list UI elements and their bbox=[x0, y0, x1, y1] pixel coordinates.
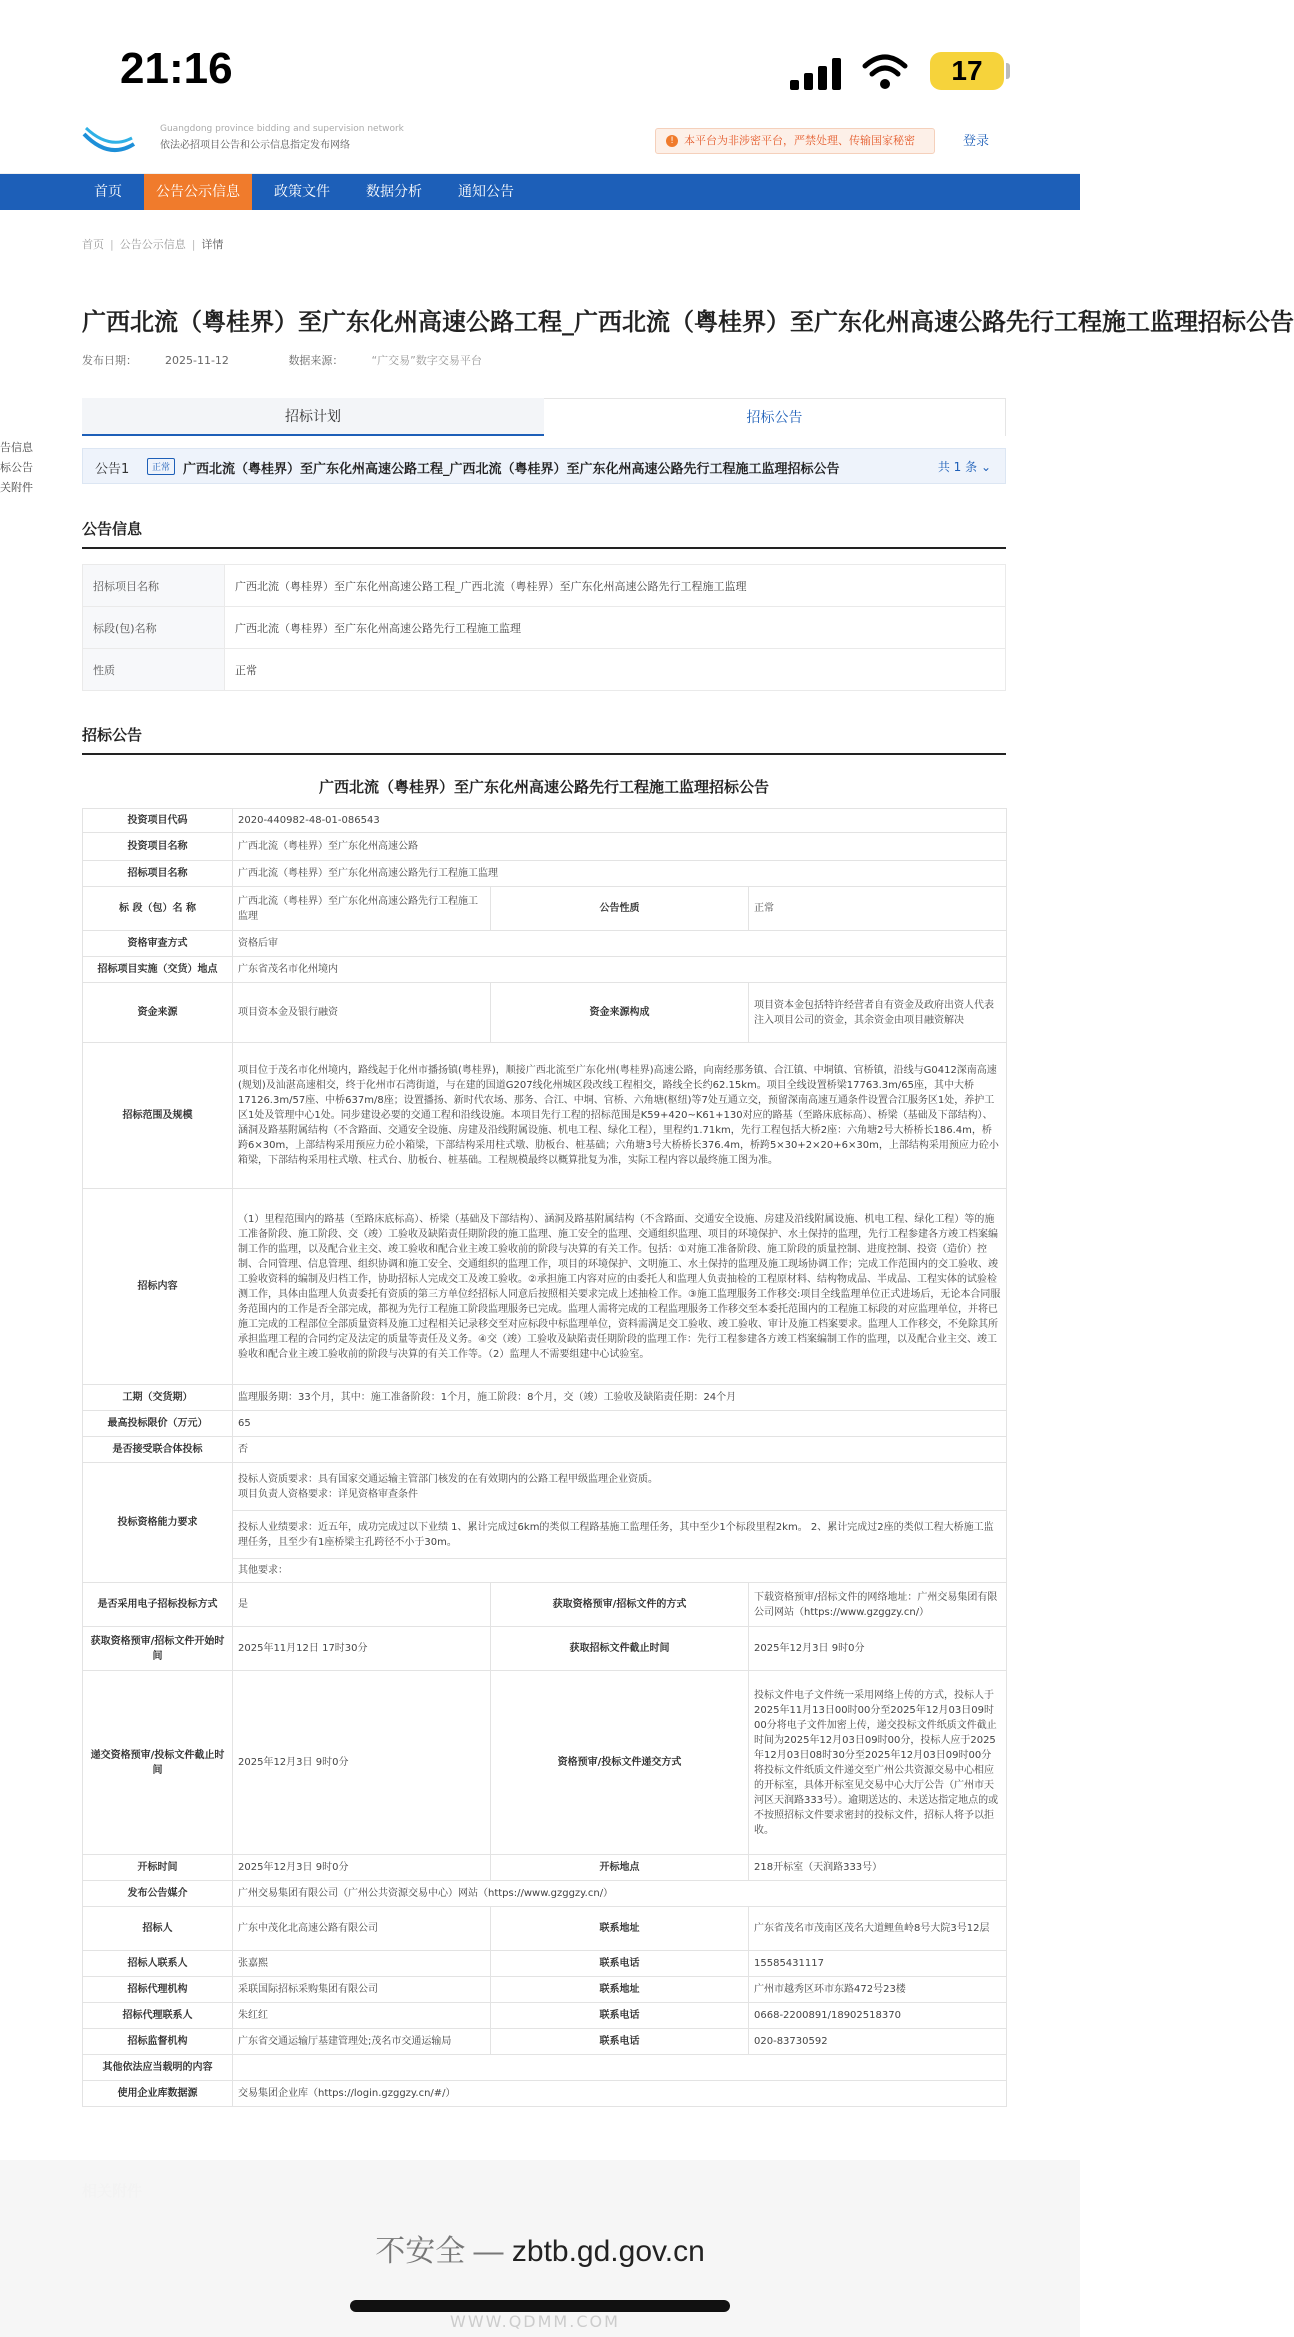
table-value-cell: 否 bbox=[233, 1437, 1007, 1463]
breadcrumb-notices[interactable]: 公告公示信息 bbox=[119, 238, 186, 251]
table-key-cell: 递交资格预审/投标文件截止时间 bbox=[83, 1671, 233, 1855]
table-value-cell: 广东中茂化北高速公路有限公司 bbox=[233, 1907, 491, 1951]
table-row bbox=[83, 1855, 1007, 1881]
table-value-cell: 广东省茂名市茂南区茂名大道鲤鱼岭8号大院3号12层 bbox=[749, 1907, 1007, 1951]
table-value-cell: 广州交易集团有限公司（广州公共资源交易中心）网站（https://www.gzggzy.cn/） bbox=[233, 1881, 1007, 1907]
table-value-cell: 2025年12月3日 9时0分 bbox=[233, 1671, 491, 1855]
status-badge: 正常 bbox=[147, 458, 175, 475]
table-key-cell: 招标代理机构 bbox=[83, 1977, 233, 2003]
table-key-cell: 招标监督机构 bbox=[83, 2029, 233, 2055]
breadcrumb: 首页 | 公告公示信息 | 详情 bbox=[82, 238, 224, 251]
table-key-cell: 投标资格能力要求 bbox=[83, 1463, 233, 1583]
warning-icon: ! bbox=[666, 135, 678, 147]
nav-item-announcements[interactable]: 通知公告 bbox=[458, 184, 514, 200]
table-row bbox=[83, 565, 1006, 607]
table-row bbox=[83, 1583, 1007, 1627]
table-key-cell: 招标人联系人 bbox=[83, 1951, 233, 1977]
logo-title: 依法必招项目公告和公示信息指定发布网络 bbox=[160, 140, 350, 151]
table-value-cell: 0668-2200891/18902518370 bbox=[749, 2003, 1007, 2029]
table-value-cell: 监理服务期：33个月，其中：施工准备阶段：1个月，施工阶段：8个月，交（竣）工验收及缺陷责任期：24个月 bbox=[233, 1385, 1007, 1411]
tab-bid-plan[interactable]: 招标计划 bbox=[285, 409, 341, 425]
source-value: “广交易”数字交易平台 bbox=[371, 354, 482, 367]
table-value-cell: 218开标室（天润路333号） bbox=[749, 1855, 1007, 1881]
table-key-cell: 标段(包)名称 bbox=[83, 607, 225, 649]
chevron-down-icon: ⌄ bbox=[980, 460, 991, 474]
table-value-cell: 投标人资质要求：具有国家交通运输主管部门核发的在有效期内的公路工程甲级监理企业资质。 项目负责人资格要求：详见资格审查条件 bbox=[233, 1463, 1007, 1511]
table-key-cell: 资金来源构成 bbox=[491, 983, 749, 1043]
nav-item-analysis[interactable]: 数据分析 bbox=[366, 184, 422, 200]
signal-icon bbox=[790, 58, 844, 90]
table-key-cell: 获取招标文件截止时间 bbox=[491, 1627, 749, 1671]
table-value-cell: 是 bbox=[233, 1583, 491, 1627]
table-key-cell: 性质 bbox=[83, 649, 225, 691]
table-key-cell: 资格审查方式 bbox=[83, 931, 233, 957]
table-value-cell: 采联国际招标采购集团有限公司 bbox=[233, 1977, 491, 2003]
table-value-cell: 广西北流（粤桂界）至广东化州高速公路先行工程施工监理 bbox=[233, 887, 491, 931]
table-value-cell: 65 bbox=[233, 1411, 1007, 1437]
table-key-cell: 获取资格预审/招标文件的方式 bbox=[491, 1583, 749, 1627]
table-key-cell: 工期（交货期） bbox=[83, 1385, 233, 1411]
table-key-cell: 投资项目名称 bbox=[83, 833, 233, 861]
table-value-cell: 广西北流（粤桂界）至广东化州高速公路先行工程施工监理 bbox=[225, 607, 1006, 649]
doc-title: 广西北流（粤桂界）至广东化州高速公路先行工程施工监理招标公告 bbox=[318, 778, 769, 796]
table-value-cell: 正常 bbox=[225, 649, 1006, 691]
enterprise-db-link[interactable]: 交易集团企业库（https://login.gzggzy.cn/#/） bbox=[233, 2081, 1007, 2107]
table-key-cell: 其他依法应当载明的内容 bbox=[83, 2055, 233, 2081]
table-key-cell: 使用企业库数据源 bbox=[83, 2081, 233, 2107]
security-notice-text: 本平台为非涉密平台，严禁处理、传输国家秘密 bbox=[684, 134, 915, 147]
table-value-cell: 广西北流（粤桂界）至广东化州高速公路工程_广西北流（粤桂界）至广东化州高速公路先行工程施工监理 bbox=[225, 565, 1006, 607]
publish-date: 2025-11-12 bbox=[165, 354, 229, 367]
table-value-cell: 项目资本金及银行融资 bbox=[233, 983, 491, 1043]
table-value-cell: 投标文件电子文件统一采用网络上传的方式，投标人于2025年11月13日00时00分至2025年12月03日09时00分将电子文件加密上传，递交投标文件纸质文件截止时间为2025年12月03日09时00分，投标人应于2025年12月03日08时30分至2025年12月03日09时00分将投标文件纸质文件递交至广州公共资源交易中心相应的开标室，具体开标室见交易中心大厅公告（广州市天河区天润路333号）。逾期送达的、未送达指定地点的或不按照招标文件要求密封的投标文件，招标人将予以拒收。 bbox=[749, 1671, 1007, 1855]
table-value-cell: 2025年11月12日 17时30分 bbox=[233, 1627, 491, 1671]
bid-notice-table bbox=[82, 808, 1007, 2107]
logo-subtitle: Guangdong province bidding and supervision network bbox=[160, 124, 404, 134]
table-value-cell: 下载资格预审/招标文件的网络地址：广州交易集团有限公司网站（https://www.gzggzy.cn/） bbox=[749, 1583, 1007, 1627]
table-row bbox=[83, 607, 1006, 649]
table-key-cell: 联系电话 bbox=[491, 2029, 749, 2055]
table-value-cell: 广东省茂名市化州境内 bbox=[233, 957, 1007, 983]
table-row bbox=[83, 2081, 1007, 2107]
table-key-cell: 招标范围及规模 bbox=[83, 1043, 233, 1189]
status-time: 21:16 bbox=[120, 44, 233, 93]
table-key-cell: 投资项目代码 bbox=[83, 809, 233, 833]
table-key-cell: 招标内容 bbox=[83, 1189, 233, 1385]
table-value-cell: 2025年12月3日 9时0分 bbox=[233, 1855, 491, 1881]
info-section-title: 公告信息 bbox=[82, 518, 1006, 549]
table-value-cell: 2025年12月3日 9时0分 bbox=[749, 1627, 1007, 1671]
table-row bbox=[83, 1907, 1007, 1951]
table-key-cell: 联系地址 bbox=[491, 1907, 749, 1951]
table-row bbox=[83, 2055, 1007, 2081]
table-row bbox=[83, 649, 1006, 691]
page-title: 广西北流（粤桂界）至广东化州高速公路工程_广西北流（粤桂界）至广东化州高速公路先行工程施工监理招标公告 bbox=[82, 308, 1294, 336]
table-key-cell: 开标时间 bbox=[83, 1855, 233, 1881]
table-key-cell: 公告性质 bbox=[491, 887, 749, 931]
breadcrumb-current: 详情 bbox=[201, 238, 224, 251]
table-key-cell: 联系电话 bbox=[491, 2003, 749, 2029]
table-key-cell: 是否接受联合体投标 bbox=[83, 1437, 233, 1463]
page-meta bbox=[82, 352, 538, 368]
side-anchor-links bbox=[0, 438, 33, 498]
insecure-label: 不安全 — bbox=[375, 2235, 504, 2268]
table-value-cell: 15585431117 bbox=[749, 1951, 1007, 1977]
table-row bbox=[83, 833, 1007, 861]
battery-level: 17 bbox=[951, 55, 983, 86]
table-value-cell: 资格后审 bbox=[233, 931, 1007, 957]
info-table bbox=[82, 564, 1006, 691]
login-link[interactable]: 登录 bbox=[963, 134, 990, 149]
table-value-cell: 广西北流（粤桂界）至广东化州高速公路先行工程施工监理 bbox=[233, 861, 1007, 887]
table-row bbox=[83, 1411, 1007, 1437]
notice-index: 公告1 bbox=[95, 462, 130, 477]
side-link-attachments[interactable]: 关附件 bbox=[0, 481, 33, 494]
table-value-cell: 其他要求： bbox=[233, 1559, 1007, 1583]
table-value-cell bbox=[233, 2055, 1007, 2081]
site-logo-icon[interactable] bbox=[82, 120, 136, 158]
table-key-cell: 标 段（包）名 称 bbox=[83, 887, 233, 931]
notice-count[interactable]: 共 1 条 ⌄ bbox=[937, 460, 991, 474]
table-value-cell: 2020-440982-48-01-086543 bbox=[233, 809, 1007, 833]
breadcrumb-home[interactable]: 首页 bbox=[82, 238, 104, 251]
table-key-cell: 联系地址 bbox=[491, 1977, 749, 2003]
table-row bbox=[83, 2029, 1007, 2055]
table-row bbox=[83, 931, 1007, 957]
table-row bbox=[83, 861, 1007, 887]
table-row bbox=[83, 1189, 1007, 1385]
table-row bbox=[83, 1977, 1007, 2003]
side-link-notice[interactable]: 标公告 bbox=[0, 461, 33, 474]
table-value-cell: 项目资本金包括特许经营者自有资金及政府出资人代表注入项目公司的资金，其余资金由项目融资解决 bbox=[749, 983, 1007, 1043]
table-key-cell: 获取资格预审/招标文件开始时间 bbox=[83, 1627, 233, 1671]
table-value-cell: 朱红红 bbox=[233, 2003, 491, 2029]
site-header bbox=[0, 118, 1080, 174]
table-value-cell: 020-83730592 bbox=[749, 2029, 1007, 2055]
table-key-cell: 最高投标限价（万元） bbox=[83, 1411, 233, 1437]
table-value-cell: 广西北流（粤桂界）至广东化州高速公路 bbox=[233, 833, 1007, 861]
table-value-cell: 广东省交通运输厅基建管理处;茂名市交通运输局 bbox=[233, 2029, 491, 2055]
status-bar bbox=[0, 0, 1080, 128]
nav-item-policy[interactable]: 政策文件 bbox=[274, 184, 330, 200]
tab-bar bbox=[82, 398, 1006, 436]
tab-bid-notice[interactable]: 招标公告 bbox=[544, 398, 1006, 436]
table-row bbox=[83, 1043, 1007, 1189]
table-key-cell: 资金来源 bbox=[83, 983, 233, 1043]
table-row bbox=[83, 957, 1007, 983]
main-content bbox=[82, 236, 1294, 2099]
notice-title: 广西北流（粤桂界）至广东化州高速公路工程_广西北流（粤桂界）至广东化州高速公路先行工程施工监理招标公告 bbox=[183, 462, 840, 477]
battery-tip bbox=[1006, 63, 1010, 79]
url-domain: zbtb.gd.gov.cn bbox=[511, 2235, 705, 2268]
table-key-cell: 联系电话 bbox=[491, 1951, 749, 1977]
url-bar[interactable] bbox=[0, 2226, 1080, 2270]
table-row bbox=[83, 1463, 1007, 1511]
table-row bbox=[83, 887, 1007, 931]
home-indicator[interactable] bbox=[350, 2300, 730, 2312]
table-row bbox=[83, 2003, 1007, 2029]
table-row bbox=[83, 1671, 1007, 1855]
main-nav bbox=[0, 174, 1080, 210]
security-notice bbox=[655, 128, 935, 154]
table-key-cell: 是否采用电子招标投标方式 bbox=[83, 1583, 233, 1627]
table-value-cell: （1）里程范围内的路基（至路床底标高）、桥梁（基础及下部结构）、涵洞及路基附属结构（不含路面、交通安全设施、房建及沿线附属设施、机电工程、绿化工程）等的施工准备阶段、施工阶段、交（竣）工验收及缺陷责任期阶段的施工监理、施工安全的监理、交通组织监理、项目的环境保护、水土保持的监理，先行工程参建各方竣工档案编制工作的监理，以及配合业主交、竣工验收和配合业主竣工验收前的阶段与决算的有关工作。包括：①对施工准备阶段、施工阶段的质量控制、进度控制、投资（造价）控制、合同管理、信息管理、组织协调和施工安全、交通组织的监理工作，项目的环境保护、文明施工、水土保持的监理及施工现场协调工作；完成工作范围内的交工验收、竣工验收资料的编制及归档工作，协助招标人完成交工及竣工验收。②承担施工内容对应的由委托人和监理人负责抽检的工程原材料、结构物成品、半成品、工程实体的试验检测工作，具体由监理人负责委托有资质的第三方单位经招标人同意后按照相关要求完成上述抽检工作。③施工监理服务工作移交:项目全线监理单位正式进场后，无论本合同服务范围内的工作是否全部完成，都视为先行工程施工阶段监理服务已完成。监理人需将完成的工程监理服务工作移交至本委托范围内的工程施工标段的对应监理单位，并将已施工完成的工程部位全部质量资料及施工过程相关记录移交至对应标段中标监理单位，资料需满足交工验收、竣工验收、审计及施工档案要求。监理人工作移交，不免除其所承担监理工程的合同约定及法定的质量等责任及义务。④交（竣）工验收及缺陷责任期阶段的监理工作：先行工程参建各方竣工档案编制工作的监理，以及配合业主交、竣工验收和配合业主竣工验收前的阶段与决算的有关工作等。（2）监理人不需要组建中心试验室。 bbox=[233, 1189, 1007, 1385]
table-value-cell: 正常 bbox=[749, 887, 1007, 931]
table-key-cell: 资格预审/投标文件递交方式 bbox=[491, 1671, 749, 1855]
table-row bbox=[83, 983, 1007, 1043]
bid-section-title: 招标公告 bbox=[82, 724, 1006, 755]
nav-item-home[interactable]: 首页 bbox=[94, 184, 122, 200]
table-value-cell: 投标人业绩要求：近五年，成功完成过以下业绩 1、累计完成过6km的类似工程路基施工监理任务，其中至少1个标段里程2km。 2、累计完成过2座的类似工程大桥施工监理任务，且至少有1座桥梁主孔跨径不小于30m。 bbox=[233, 1511, 1007, 1559]
table-key-cell: 发布公告媒介 bbox=[83, 1881, 233, 1907]
table-row bbox=[83, 1951, 1007, 1977]
wifi-icon bbox=[862, 54, 908, 90]
table-key-cell: 招标项目名称 bbox=[83, 565, 225, 607]
table-row bbox=[83, 1881, 1007, 1907]
table-row bbox=[83, 1627, 1007, 1671]
notice-selector[interactable] bbox=[82, 448, 1006, 484]
source-label: 数据来源： bbox=[288, 354, 344, 367]
table-value-cell: 广州市越秀区环市东路472号23楼 bbox=[749, 1977, 1007, 2003]
table-row bbox=[83, 1385, 1007, 1411]
table-key-cell: 招标代理联系人 bbox=[83, 2003, 233, 2029]
table-row bbox=[83, 1437, 1007, 1463]
table-row bbox=[83, 809, 1007, 833]
watermark: WWW.QDMM.COM bbox=[450, 2312, 620, 2331]
publish-label: 发布日期： bbox=[82, 354, 137, 367]
table-value-cell: 项目位于茂名市化州境内，路线起于化州市播扬镇(粤桂界)，顺接广西北流至广东化州(粤桂界)高速公路，向南经那务镇、合江镇、中垌镇、官桥镇，沿线与G0412深南高速(规划)及汕湛高速相交，终于化州市石湾街道，与在建的国道G207线化州城区段改线工程相交，路线全长约62.15km。项目全线设置桥梁17763.3m/65座，其中大桥17126.3m/57座、中桥637m/8座；设置播扬、新时代农场、那务、合江、中垌、官桥、六角塘(枢纽)等7处互通立交，预留深南高速互通条件设置合江服务区1处，养护工区1处及管理中心1处。同步建设必要的交通工程和沿线设施。本项目先行工程的招标范围是K59+420~K61+130对应的路基（至路床底标高）、桥梁（基础及下部结构）、涵洞及路基附属结构（不含路面、交通安全设施、房建及沿线附属设施、机电工程、绿化工程），里程约1.71km，先行工程包括大桥2座：六角塘2号大桥桥长186.4m，桥跨6×30m，上部结构采用预应力砼小箱梁，下部结构采用柱式墩、肋板台、桩基础；六角塘3号大桥桥长376.4m，桥跨5×30+2×20+6×30m，上部结构采用预应力砼小箱梁，下部结构采用柱式墩、柱式台、肋板台、桩基础。工程规模最终以概算批复为准，实际工程内容以最终施工图为准。 bbox=[233, 1043, 1007, 1189]
table-key-cell: 招标项目实施（交货）地点 bbox=[83, 957, 233, 983]
table-key-cell: 招标人 bbox=[83, 1907, 233, 1951]
nav-item-notices[interactable]: 公告公示信息 bbox=[144, 174, 252, 210]
table-key-cell: 招标项目名称 bbox=[83, 861, 233, 887]
table-value-cell: 张嘉熙 bbox=[233, 1951, 491, 1977]
table-key-cell: 开标地点 bbox=[491, 1855, 749, 1881]
side-link-info[interactable]: 告信息 bbox=[0, 441, 33, 454]
